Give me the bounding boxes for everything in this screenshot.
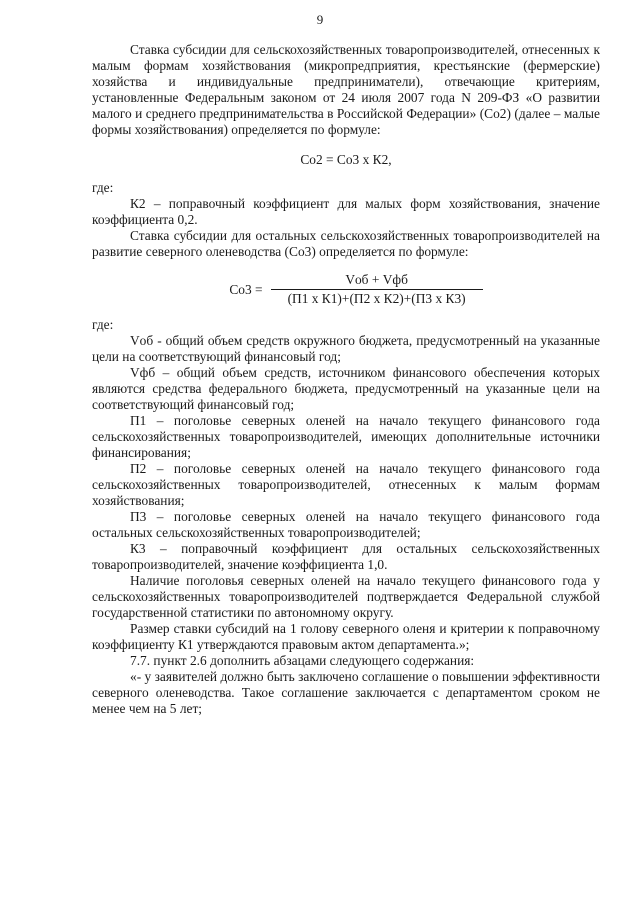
paragraph-amendment-7-7: 7.7. пункт 2.6 дополнить абзацами следующего содержания: — [130, 653, 475, 668]
definition-k2: К2 – поправочный коэффициент для малых форм хозяйствования, значение коэффициента 0,2. — [92, 196, 600, 227]
where-label: где: — [92, 317, 114, 332]
definition-vob: Vоб - общий объем средств окружного бюджета, предусмотренный на указанные цели на соответствующий финансовый год; — [92, 333, 600, 364]
formula-co3 — [112, 272, 600, 307]
formula-co3-fraction — [271, 272, 483, 307]
formula-co2: Со2 = Со3 х К2, — [300, 152, 392, 167]
definition-p1: П1 – поголовье северных оленей на начало текущего финансового года сельскохозяйственных товаропроизводителей, имеющих дополнительные источники финансирования; — [92, 413, 600, 460]
paragraph-small-forms-rate: Ставка субсидии для сельскохозяйственных товаропроизводителей, отнесенных к малым формам хозяйствования (микропредприятия, крестьянские (фермерские) хозяйства и индивидуальные предприниматели), отвечающие критериям, установленные Федеральным законом от 24 июля 2007 года N 209-ФЗ «О развитии малого и среднего предпринимательства в Российской Федерации» (Со2) (далее – малые формы хозяйствования) определяется по формуле: — [92, 42, 600, 137]
definition-vfb: Vфб – общий объем средств, источником финансового обеспечения которых являются средства федерального бюджета, предусмотренный на указанные цели на соответствующий финансовый год; — [92, 365, 600, 412]
definition-p2: П2 – поголовье северных оленей на начало текущего финансового года сельскохозяйственных товаропроизводителей, отнесенных к малым формам хозяйствования; — [92, 461, 600, 508]
paragraph-other-rate: Ставка субсидии для остальных сельскохозяйственных товаропроизводителей на развитие северного оленеводства (Со3) определяется по формуле: — [92, 228, 600, 259]
where-label: где: — [92, 180, 114, 195]
page-number: 9 — [316, 12, 324, 27]
paragraph-rate-size: Размер ставки субсидий на 1 голову северного оленя и критерии к поправочному коэффициенту К1 утверждаются правовым актом департамента.»; — [92, 621, 600, 652]
definition-p3: П3 – поголовье северных оленей на начало текущего финансового года остальных сельскохозяйственных товаропроизводителей; — [92, 509, 600, 540]
formula-co3-numerator: Vоб + Vфб — [271, 272, 483, 290]
document-body — [92, 42, 600, 717]
formula-co3-denominator: (П1 х К1)+(П2 х К2)+(П3 х К3) — [287, 291, 466, 306]
definition-k3: К3 – поправочный коэффициент для остальных сельскохозяйственных товаропроизводителей, значение коэффициента 1,0. — [92, 541, 600, 572]
paragraph-livestock-confirmation: Наличие поголовья северных оленей на начало текущего финансового года у сельскохозяйственных товаропроизводителей подтверждается Федеральной службой государственной статистики по автономному округу. — [92, 573, 600, 620]
formula-co3-lhs: Со3 = — [229, 281, 263, 297]
paragraph-agreement: «- у заявителей должно быть заключено соглашение о повышении эффективности северного оленеводства. Такое соглашение заключается с департаментом сроком не менее чем на 5 лет; — [92, 669, 600, 716]
